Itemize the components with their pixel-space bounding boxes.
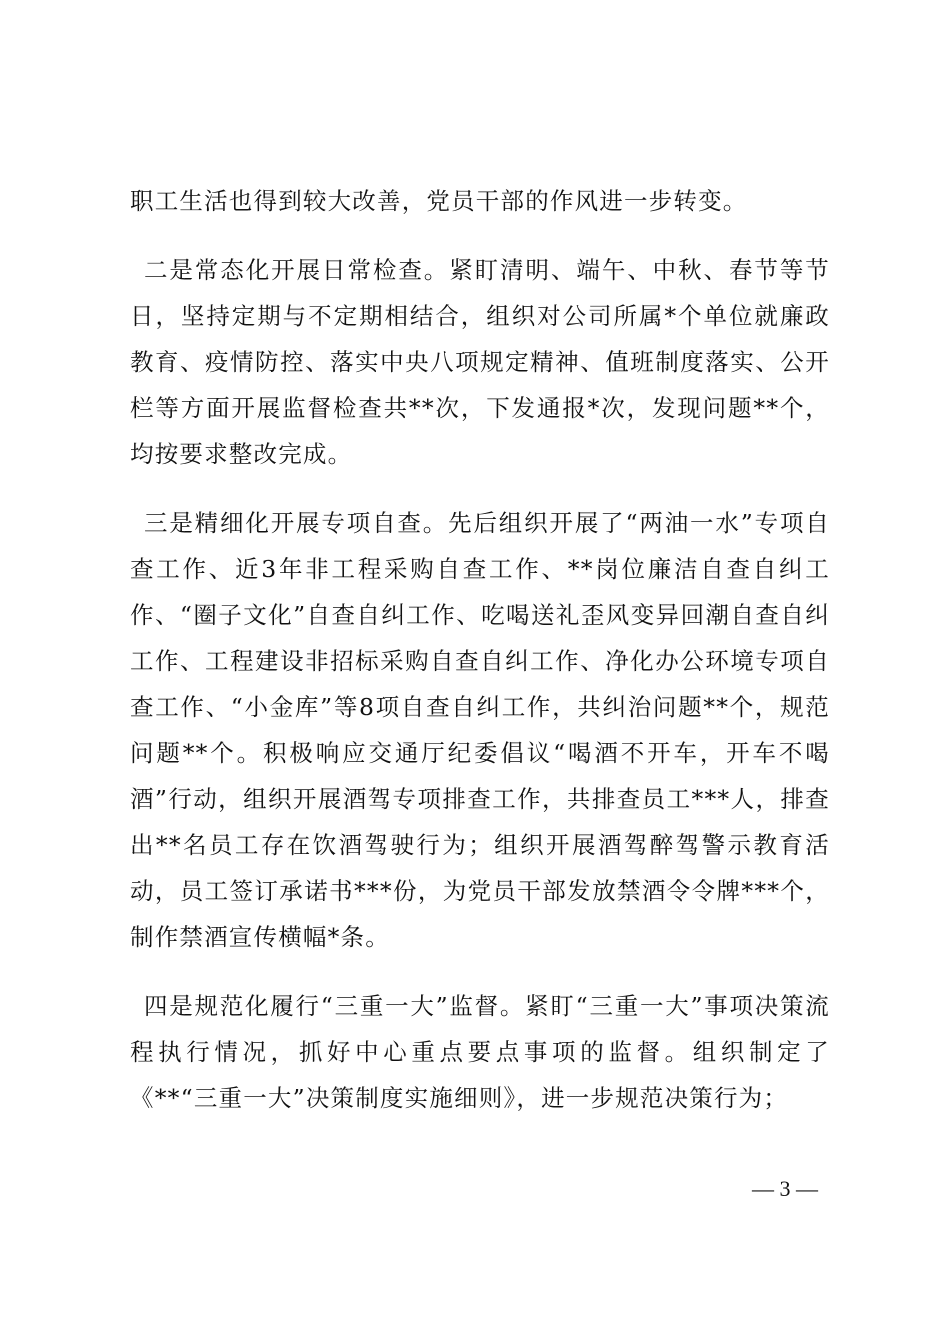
paragraph-daily-inspection: 二是常态化开展日常检查。紧盯清明、端午、中秋、春节等节日，坚持定期与不定期相结合，组织对公司所属*个单位就廉政教育、疫情防控、落实中央八项规定精神、值班制度落实、公开栏等方面开展监督检查共**次，下发通报*次，发现问题**个，均按要求整改完成。 bbox=[130, 256, 830, 468]
document-body bbox=[130, 178, 830, 1121]
paragraph-continuation: 职工生活也得到较大改善，党员干部的作风进一步转变。 bbox=[130, 187, 748, 215]
page-number: — 3 — bbox=[752, 1176, 818, 1201]
paragraph-three-important-one-large: 四是规范化履行“三重一大”监督。紧盯“三重一大”事项决策流程执行情况，抓好中心重点要点事项的监督。组织制定了《**“三重一大”决策制度实施细则》，进一步规范决策行为； bbox=[130, 992, 830, 1112]
paragraph-special-self-check: 三是精细化开展专项自查。先后组织开展了“两油一水”专项自查工作、近3年非工程采购自查工作、**岗位廉洁自查自纠工作、“圈子文化”自查自纠工作、吃喝送礼歪风变异回潮自查自纠工作、工程建设非招标采购自查自纠工作、净化办公环境专项自查工作、“小金库”等8项自查自纠工作，共纠治问题**个，规范问题**个。积极响应交通厅纪委倡议“喝酒不开车，开车不喝酒”行动，组织开展酒驾专项排查工作，共排查员工***人，排查出**名员工存在饮酒驾驶行为；组织开展酒驾醉驾警示教育活动，员工签订承诺书***份，为党员干部发放禁酒令令牌***个，制作禁酒宣传横幅*条。 bbox=[130, 509, 830, 951]
